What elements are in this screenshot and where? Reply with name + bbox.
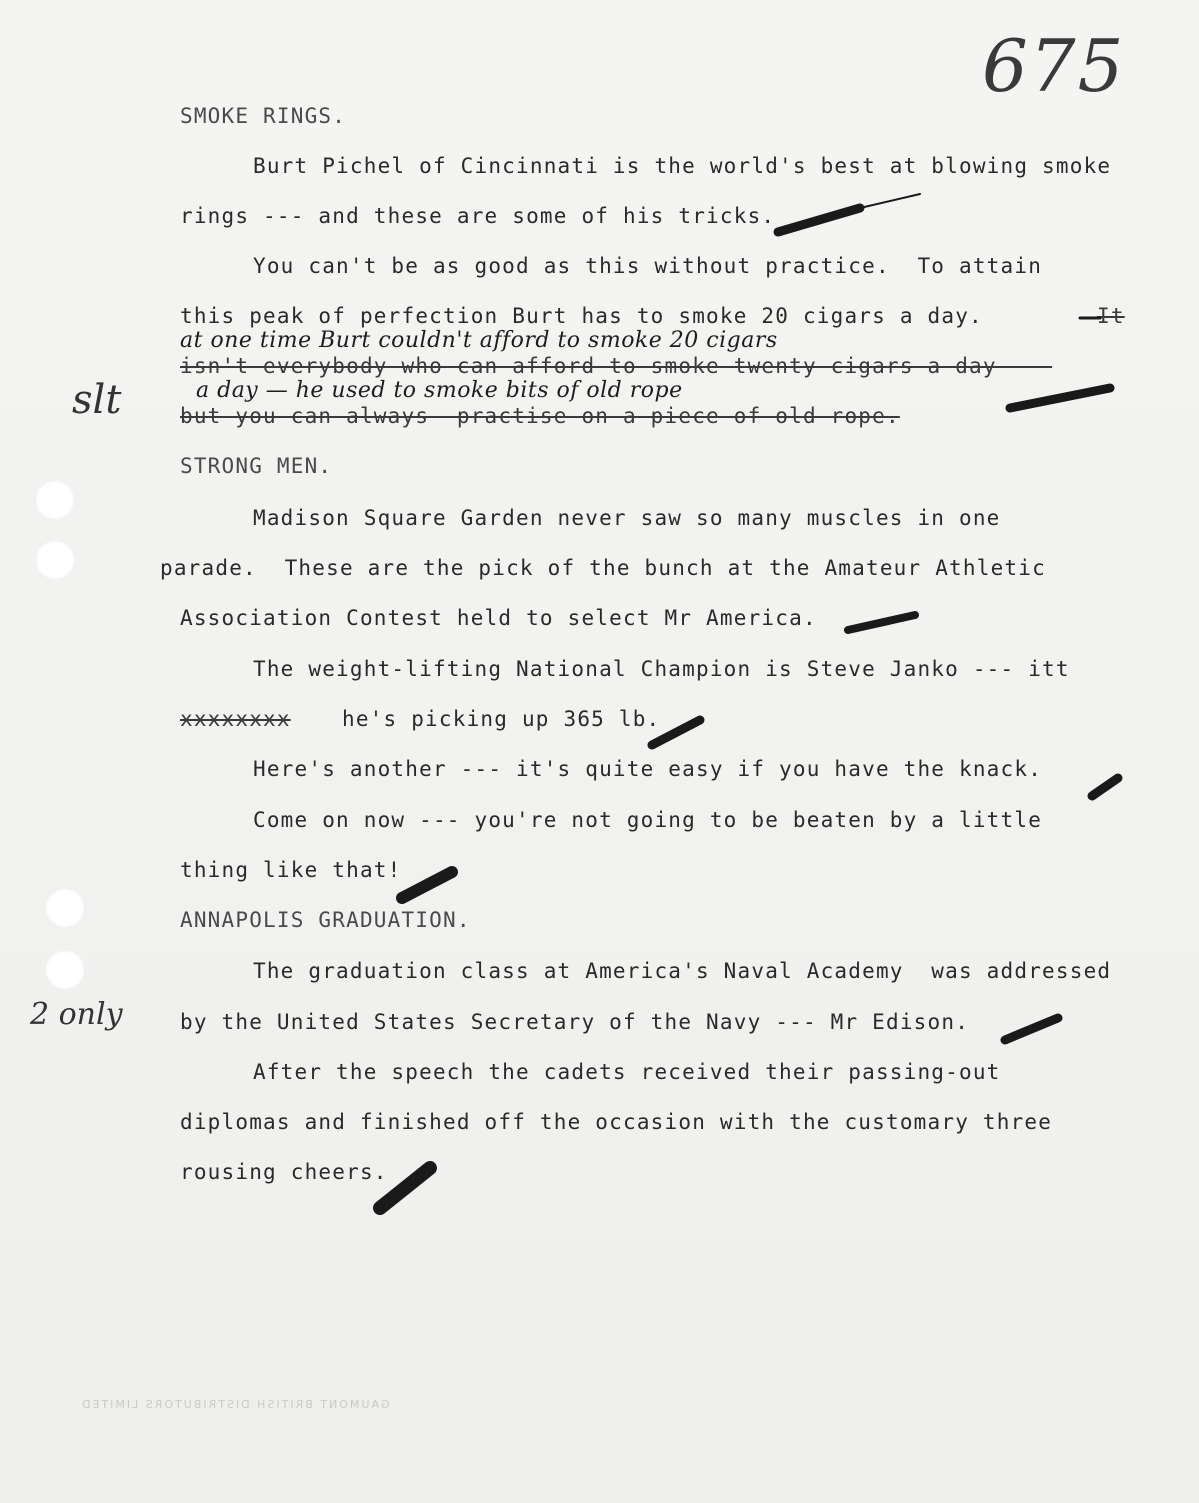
strong-men-line-8: thing like that! — [180, 858, 402, 882]
section-heading-strong-men: STRONG MEN. — [180, 454, 333, 478]
smoke-rings-line-3: You can't be as good as this without practice. To attain — [253, 254, 1043, 278]
section-heading-smoke-rings: SMOKE RINGS. — [180, 104, 347, 128]
strong-men-line-5: he's picking up 365 lb. — [342, 707, 661, 731]
smoke-rings-line-4: this peak of perfection Burt has to smoke 20 cigars a day. — [180, 304, 983, 328]
annapolis-line-5: rousing cheers. — [180, 1160, 388, 1184]
handwritten-insert-1: at one time Burt couldn't afford to smoke 20 cigars — [180, 328, 778, 353]
cut-mark — [1005, 1018, 1058, 1040]
strong-men-line-2: parade. These are the pick of the bunch at the Amateur Athletic — [160, 556, 1046, 580]
section-heading-annapolis: ANNAPOLIS GRADUATION. — [180, 908, 471, 932]
cut-mark — [380, 1168, 430, 1208]
annapolis-line-2: by the United States Secretary of the Navy --- Mr Edison. — [180, 1010, 970, 1034]
strong-men-line-7: Come on now --- you're not going to be beaten by a little — [253, 808, 1043, 832]
annapolis-line-1: The graduation class at America's Naval Academy was addressed — [253, 959, 1112, 983]
smoke-rings-line-1: Burt Pichel of Cincinnati is the world's best at blowing smoke — [253, 154, 1112, 178]
strong-men-line-3: Association Contest held to select Mr America. — [180, 606, 817, 630]
cut-mark — [1010, 388, 1110, 408]
margin-note-slt: slt — [72, 377, 122, 423]
footer-print: GAUMONT BRITISH DISTRIBUTORS LIMITED — [80, 1398, 390, 1411]
cut-mark — [848, 615, 915, 630]
smoke-rings-line-2: rings --- and these are some of his tricks. — [180, 204, 776, 228]
cut-mark — [402, 872, 452, 898]
annapolis-line-3: After the speech the cadets received their passing-out — [253, 1060, 1001, 1084]
cut-mark — [778, 208, 860, 232]
struck-line-2: but you can always practise on a piece of old rope. — [180, 404, 900, 428]
strong-men-line-4: The weight-lifting National Champion is Steve Janko --- itt — [253, 657, 1070, 681]
struck-line-1: isn't everybody who can afford to smoke twenty cigars a day --- — [180, 354, 1053, 378]
strong-men-line-6: Here's another --- it's quite easy if you have the knack. — [253, 757, 1043, 781]
cut-mark — [860, 194, 920, 208]
strong-men-line-5-strike: xxxxxxxx — [180, 707, 291, 731]
cut-mark — [1092, 778, 1118, 796]
smoke-rings-line-4-strike: It — [1097, 304, 1125, 328]
margin-note-2-only: 2 only — [30, 997, 123, 1032]
cut-mark — [652, 720, 700, 745]
strong-men-line-1: Madison Square Garden never saw so many muscles in one — [253, 506, 1001, 530]
page-number: 675 — [982, 24, 1126, 108]
annapolis-line-4: diplomas and finished off the occasion with the customary three — [180, 1110, 1053, 1134]
handwritten-insert-2: a day — he used to smoke bits of old rope — [196, 378, 683, 403]
